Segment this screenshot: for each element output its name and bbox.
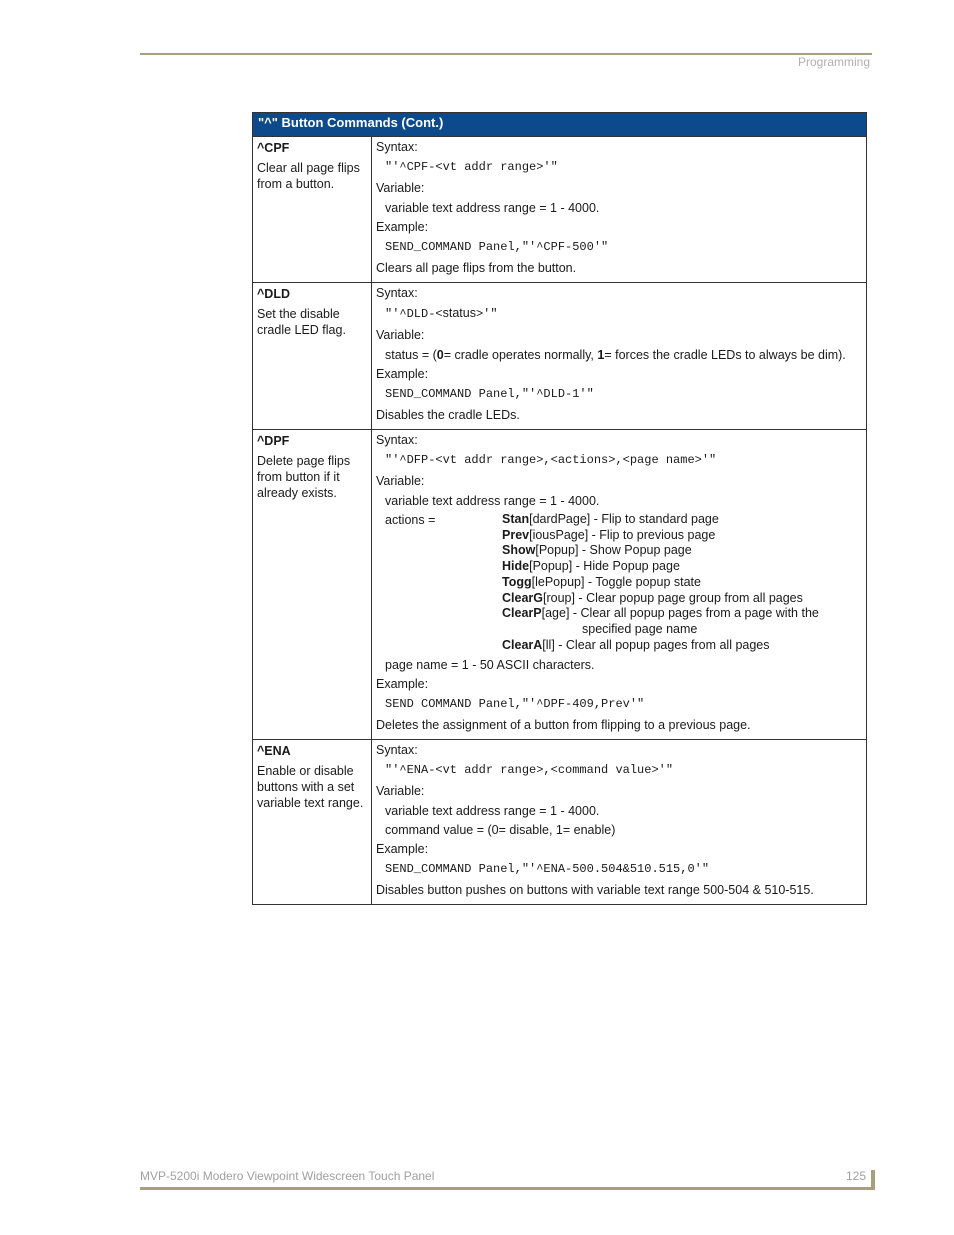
example-label: Example: — [376, 677, 429, 692]
table-row — [253, 430, 867, 740]
syntax-prefix: "'^DLD-< — [385, 307, 443, 321]
action-item — [502, 606, 819, 622]
command-description: Enable or disable buttons with a set variable text range. — [257, 764, 364, 811]
syntax-label: Syntax: — [376, 433, 418, 447]
command-name: ^ENA — [257, 744, 291, 759]
action-item — [502, 543, 819, 559]
example-code: SEND_COMMAND Panel,"'^CPF-500'" — [385, 240, 609, 254]
syntax-label: Syntax: — [376, 286, 418, 300]
action-key: Togg — [502, 574, 532, 589]
variable-text: variable text address range = 1 - 4000. — [385, 804, 600, 819]
action-desc: [Popup] - Show Popup page — [535, 543, 692, 558]
command-cell — [253, 430, 372, 740]
variable-text: variable text address range = 1 - 4000. — [385, 201, 600, 215]
command-description: Set the disable cradle LED flag. — [257, 307, 346, 337]
syntax-label: Syntax: — [376, 140, 418, 154]
action-item — [502, 638, 819, 654]
action-key: Stan — [502, 512, 530, 526]
result-text: Disables button pushes on buttons with variable text range 500-504 & 510-515. — [376, 883, 814, 898]
action-key: Hide — [502, 559, 530, 574]
action-item — [502, 528, 819, 544]
action-item — [502, 559, 819, 575]
footer-rule — [140, 1187, 875, 1190]
syntax-suffix: >'" — [475, 307, 498, 321]
action-key: Prev — [502, 527, 530, 542]
command-name: ^DLD — [257, 287, 290, 301]
command-details — [372, 430, 867, 740]
action-desc: [Popup] - Hide Popup page — [529, 559, 680, 574]
syntax-code — [385, 305, 862, 322]
result-text: Deletes the assignment of a button from flipping to a previous page. — [376, 718, 751, 733]
syntax-code: "'^CPF-<vt addr range>'" — [385, 160, 558, 174]
result-text: Disables the cradle LEDs. — [376, 408, 520, 422]
action-key: Show — [502, 543, 536, 558]
variable-label: Variable: — [376, 181, 425, 195]
variable-label: Variable: — [376, 328, 425, 342]
action-desc: [roup] - Clear popup page group from all pages — [543, 590, 803, 605]
result-text: Clears all page flips from the button. — [376, 261, 577, 275]
actions-block — [385, 512, 862, 653]
action-desc: [dardPage] - Flip to standard page — [529, 512, 719, 526]
action-key: ClearA — [502, 637, 543, 652]
var-value-1: 1 — [597, 348, 605, 362]
header-rule — [140, 53, 872, 55]
example-label: Example: — [376, 842, 429, 857]
action-desc: [ll] - Clear all popup pages from all pages — [542, 637, 770, 652]
command-description: Clear all page flips from a button. — [257, 161, 360, 191]
action-key: ClearP — [502, 606, 542, 621]
action-desc: [lePopup] - Toggle popup state — [531, 574, 701, 589]
var-value-0: 0 — [436, 348, 444, 362]
example-code: SEND_COMMAND Panel,"'^DLD-1'" — [385, 387, 594, 401]
syntax-code: "'^DFP-<vt addr range>,<actions>,<page name>'" — [385, 453, 717, 467]
variable-label: Variable: — [376, 784, 425, 799]
variable-text — [385, 347, 862, 363]
actions-list — [502, 512, 819, 653]
action-continuation: specified page name — [582, 621, 698, 636]
example-label: Example: — [376, 367, 429, 381]
action-item — [502, 512, 819, 528]
var-mid: = cradle operates normally, — [443, 348, 598, 362]
example-code: SEND COMMAND Panel,"'^DPF-409,Prev'" — [385, 697, 645, 712]
command-details — [372, 283, 867, 430]
table-row — [253, 283, 867, 430]
command-name: ^DPF — [257, 434, 290, 448]
table-row — [253, 740, 867, 905]
page-name-text: page name = 1 - 50 ASCII characters. — [385, 658, 595, 673]
action-desc: [iousPage] - Flip to previous page — [529, 527, 716, 542]
button-commands-table — [252, 112, 867, 905]
var-post: = forces the cradle LEDs to always be dim). — [604, 348, 846, 362]
section-label: Programming — [797, 55, 870, 69]
actions-label: actions = — [385, 513, 436, 527]
command-cell — [253, 740, 372, 905]
example-code: SEND_COMMAND Panel,"'^ENA-500.504&510.515,0'" — [385, 862, 710, 877]
command-details — [372, 137, 867, 283]
variable-text: variable text address range = 1 - 4000. — [385, 494, 600, 508]
command-name: ^CPF — [257, 141, 290, 155]
table-row — [253, 137, 867, 283]
command-details — [372, 740, 867, 905]
page-number: 125 — [846, 1169, 867, 1183]
command-cell — [253, 137, 372, 283]
variable-text: command value = (0= disable, 1= enable) — [385, 823, 616, 838]
syntax-param: status — [442, 306, 476, 320]
action-item — [502, 591, 819, 607]
example-label: Example: — [376, 220, 429, 234]
table-title: "^" Button Commands (Cont.) — [253, 113, 867, 137]
footer-title: MVP-5200i Modero Viewpoint Widescreen Touch Panel — [140, 1169, 435, 1183]
action-item — [502, 575, 819, 591]
syntax-code: "'^ENA-<vt addr range>,<command value>'" — [385, 763, 674, 778]
variable-label: Variable: — [376, 474, 425, 488]
var-pre: status = ( — [385, 348, 437, 362]
command-cell — [253, 283, 372, 430]
command-description: Delete page flips from button if it already exists. — [257, 454, 351, 500]
action-desc: [age] - Clear all popup pages from a page with the — [541, 606, 819, 621]
action-key: ClearG — [502, 590, 543, 605]
syntax-label: Syntax: — [376, 743, 418, 758]
